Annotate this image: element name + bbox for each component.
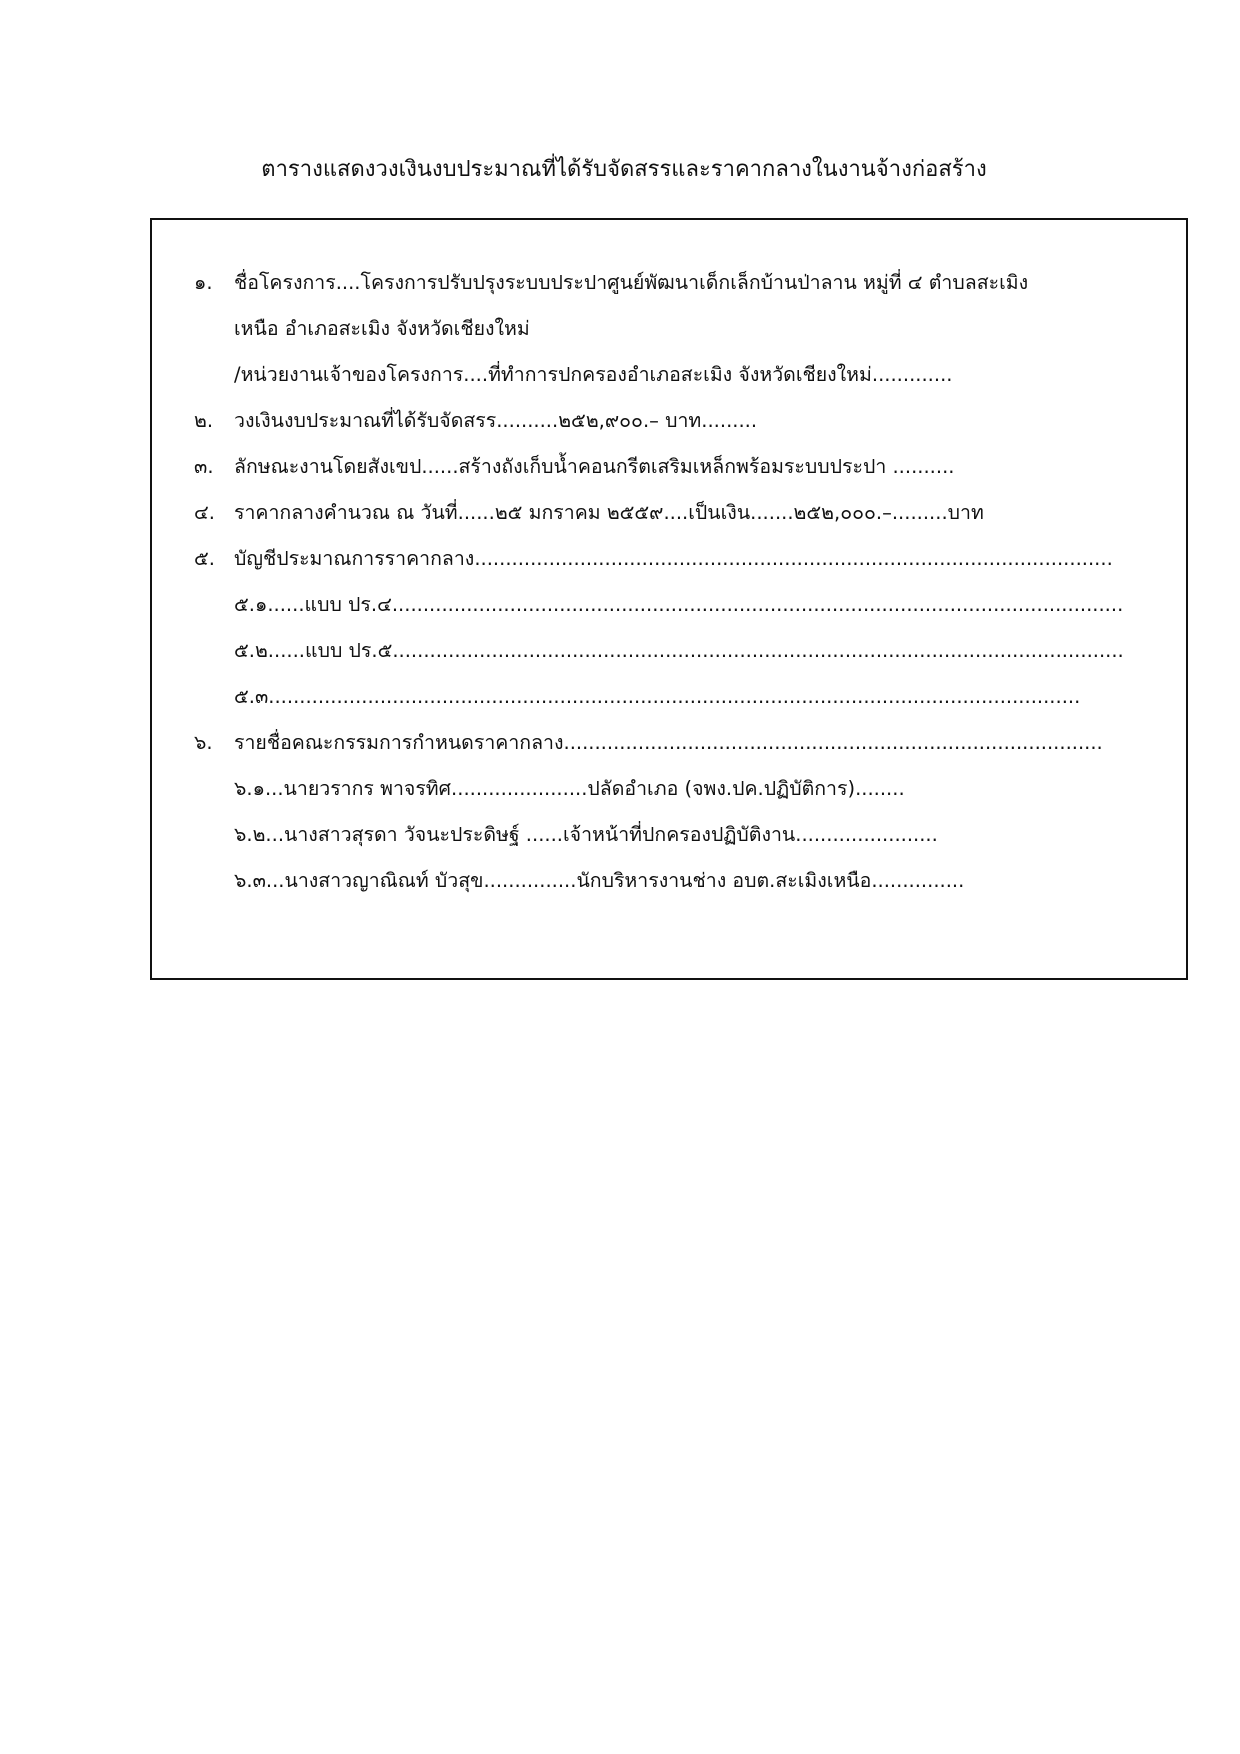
- item-1-owner-agency: [234, 360, 952, 390]
- item-text: วงเงินงบประมาณที่ได้รับจัดสรร..........๒๕๒,๙๐๐.– บาท.........: [234, 409, 758, 432]
- item-6-committee: [194, 728, 1103, 758]
- item-text: ๕.๓...................................................................................................................................: [234, 685, 1081, 708]
- item-text: ชื่อโครงการ....โครงการปรับปรุงระบบประปาศูนย์พัฒนาเด็กเล็กบ้านป่าลาน หมู่ที่ ๔ ตำบลสะเมิง: [234, 271, 1029, 294]
- item-1-continuation: [234, 314, 530, 344]
- item-4-median-price: [194, 498, 984, 528]
- item-6-1-member: [234, 774, 905, 804]
- item-text: ลักษณะงานโดยสังเขป......สร้างถังเก็บน้ำคอนกรีตเสริมเหล็กพร้อมระบบประปา ..........: [234, 455, 955, 478]
- item-6-2-member: [234, 820, 938, 850]
- item-text: เหนือ อำเภอสะเมิง จังหวัดเชียงใหม่: [234, 317, 530, 340]
- item-number: ๑.: [194, 271, 213, 294]
- item-5-3: [234, 682, 1080, 712]
- item-number: ๕.: [194, 547, 215, 570]
- item-2-budget: [194, 406, 757, 436]
- item-text: บัญชีประมาณการราคากลาง.......................................................................................................: [234, 547, 1113, 570]
- document-title: ตารางแสดงวงเงินงบประมาณที่ได้รับจัดสรรและราคากลางในงานจ้างก่อสร้าง: [261, 157, 987, 182]
- item-1-project-name: [194, 268, 1028, 298]
- item-number: ๔.: [194, 501, 215, 524]
- item-number: ๓.: [194, 455, 214, 478]
- item-text: ๕.๑......แบบ ปร.๔......................................................................................................................: [234, 593, 1124, 616]
- item-5-2: [234, 636, 1124, 666]
- item-5-1: [234, 590, 1123, 620]
- item-6-3-member: [234, 866, 964, 896]
- item-number: ๖.: [194, 731, 213, 754]
- item-text: ๖.๑...นายวรากร พาจรทิศ......................ปลัดอำเภอ (จพง.ปค.ปฏิบัติการ)........: [234, 777, 905, 800]
- item-5-estimate-list: [194, 544, 1113, 574]
- item-number: ๒.: [194, 409, 214, 432]
- item-text: รายชื่อคณะกรรมการกำหนดราคากลาง.......................................................................................: [234, 731, 1103, 754]
- item-text: ๖.๓...นางสาวญาณิณท์ บัวสุข...............นักบริหารงานช่าง อบต.สะเมิงเหนือ...............: [234, 869, 965, 892]
- item-text: ๕.๒......แบบ ปร.๕......................................................................................................................: [234, 639, 1124, 662]
- item-text: ราคากลางคำนวณ ณ วันที่......๒๕ มกราคม ๒๕๕๙....เป็นเงิน.......๒๕๒,๐๐๐.–.........บาท: [234, 501, 984, 524]
- content-frame: [150, 218, 1188, 980]
- item-text: /หน่วยงานเจ้าของโครงการ....ที่ทำการปกครองอำเภอสะเมิง จังหวัดเชียงใหม่.............: [234, 363, 953, 386]
- item-3-work-description: [194, 452, 954, 482]
- item-text: ๖.๒...นางสาวสุรดา วัจนะประดิษฐ์ ......เจ้าหน้าที่ปกครองปฏิบัติงาน.......................: [234, 823, 938, 846]
